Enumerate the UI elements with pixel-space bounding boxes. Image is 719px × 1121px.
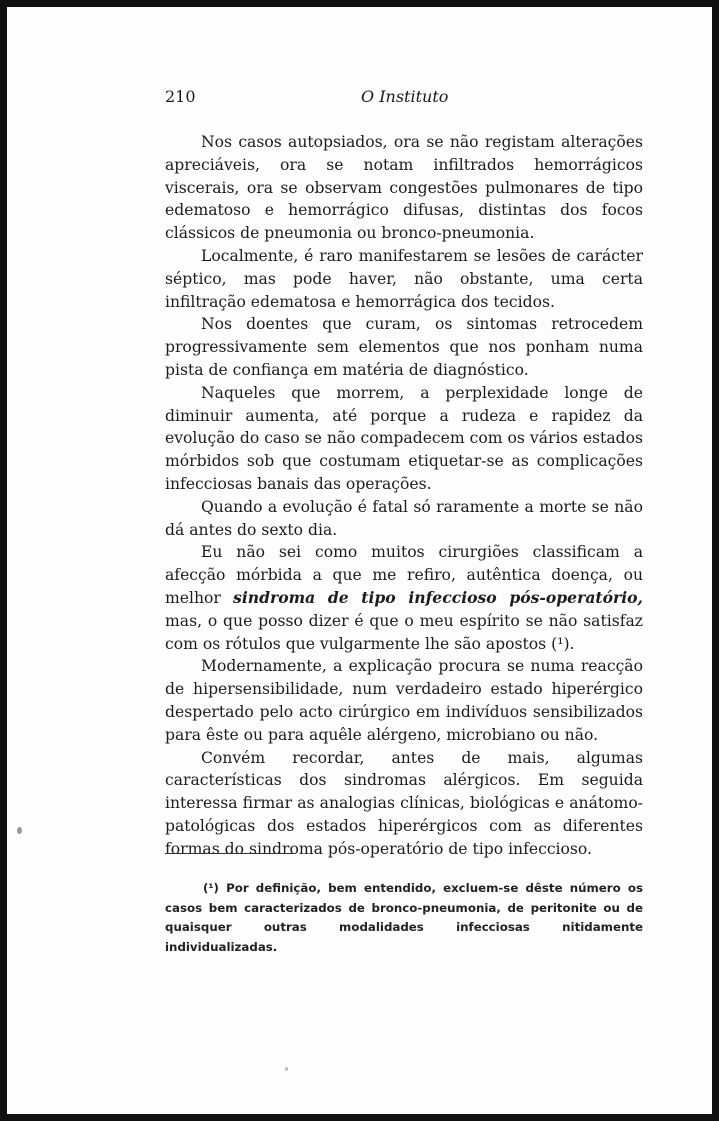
running-title: O Instituto	[361, 87, 449, 106]
footnote-text: (¹) Por definição, bem entendido, excluem-se dêste número os casos bem caracterizados de bronco-pneumonia, de peritonite ou de quaisquer outras modalidades infecciosas nitidamente individualizadas.	[165, 881, 643, 954]
footnote	[165, 879, 643, 957]
page-number: 210	[165, 87, 196, 106]
paragraph-text: mas, o que posso dizer é que o meu espírito se não satisfaz com os rótulos que vulgarmente lhe são apostos (¹).	[165, 611, 643, 653]
body-text	[165, 131, 643, 861]
paragraph	[165, 541, 643, 655]
paragraph-text: Eu não sei como muitos cirurgiões classificam a afecção mórbida a que me refiro, autêntica doença, ou melhor	[165, 543, 643, 607]
scanned-page	[7, 7, 712, 1114]
emphasized-term: sindroma de tipo infeccioso pós-operatório,	[233, 587, 643, 607]
paragraph: Nos doentes que curam, os sintomas retrocedem progressivamente sem elementos que nos ponham numa pista de confiança em matéria de diagnóstico.	[165, 315, 643, 379]
paragraph: Quando a evolução é fatal só raramente a morte se não dá antes do sexto dia.	[165, 497, 643, 539]
paragraph: Modernamente, a explicação procura se numa reacção de hipersensibilidade, num verdadeiro estado hiperérgico despertado pelo acto cirúrgico em indivíduos sensibilizados para êste ou para aquêle alérgeno, microbiano ou não.	[165, 657, 643, 744]
paragraph: Convém recordar, antes de mais, algumas características dos sindromas alérgicos. Em seguida interessa firmar as analogias clínicas, biológicas e anátomo-patológicas dos estados hiperérgicos com as diferentes formas do sindroma pós-operatório de tipo infeccioso.	[165, 748, 643, 858]
footnote-rule	[165, 853, 293, 854]
scan-speck	[17, 827, 22, 834]
paragraph: Naqueles que morrem, a perplexidade longe de diminuir aumenta, até porque a rudeza e rapidez da evolução do caso se não compadecem com os vários estados mórbidos sob que costumam etiquetar-se as complicações infecciosas banais das operações.	[165, 383, 643, 493]
paragraph: Localmente, é raro manifestarem se lesões de carácter séptico, mas pode haver, não obstante, uma certa infiltração edematosa e hemorrágica dos tecidos.	[165, 246, 643, 311]
paragraph: Nos casos autopsiados, ora se não registam alterações apreciáveis, ora se notam infiltrados hemorrágicos viscerais, ora se observam congestões pulmonares de tipo edematoso e hemorrágico difusas, distintas dos focos clássicos de pneumonia ou bronco-pneumonia.	[165, 133, 643, 243]
scan-speck	[285, 1067, 288, 1071]
